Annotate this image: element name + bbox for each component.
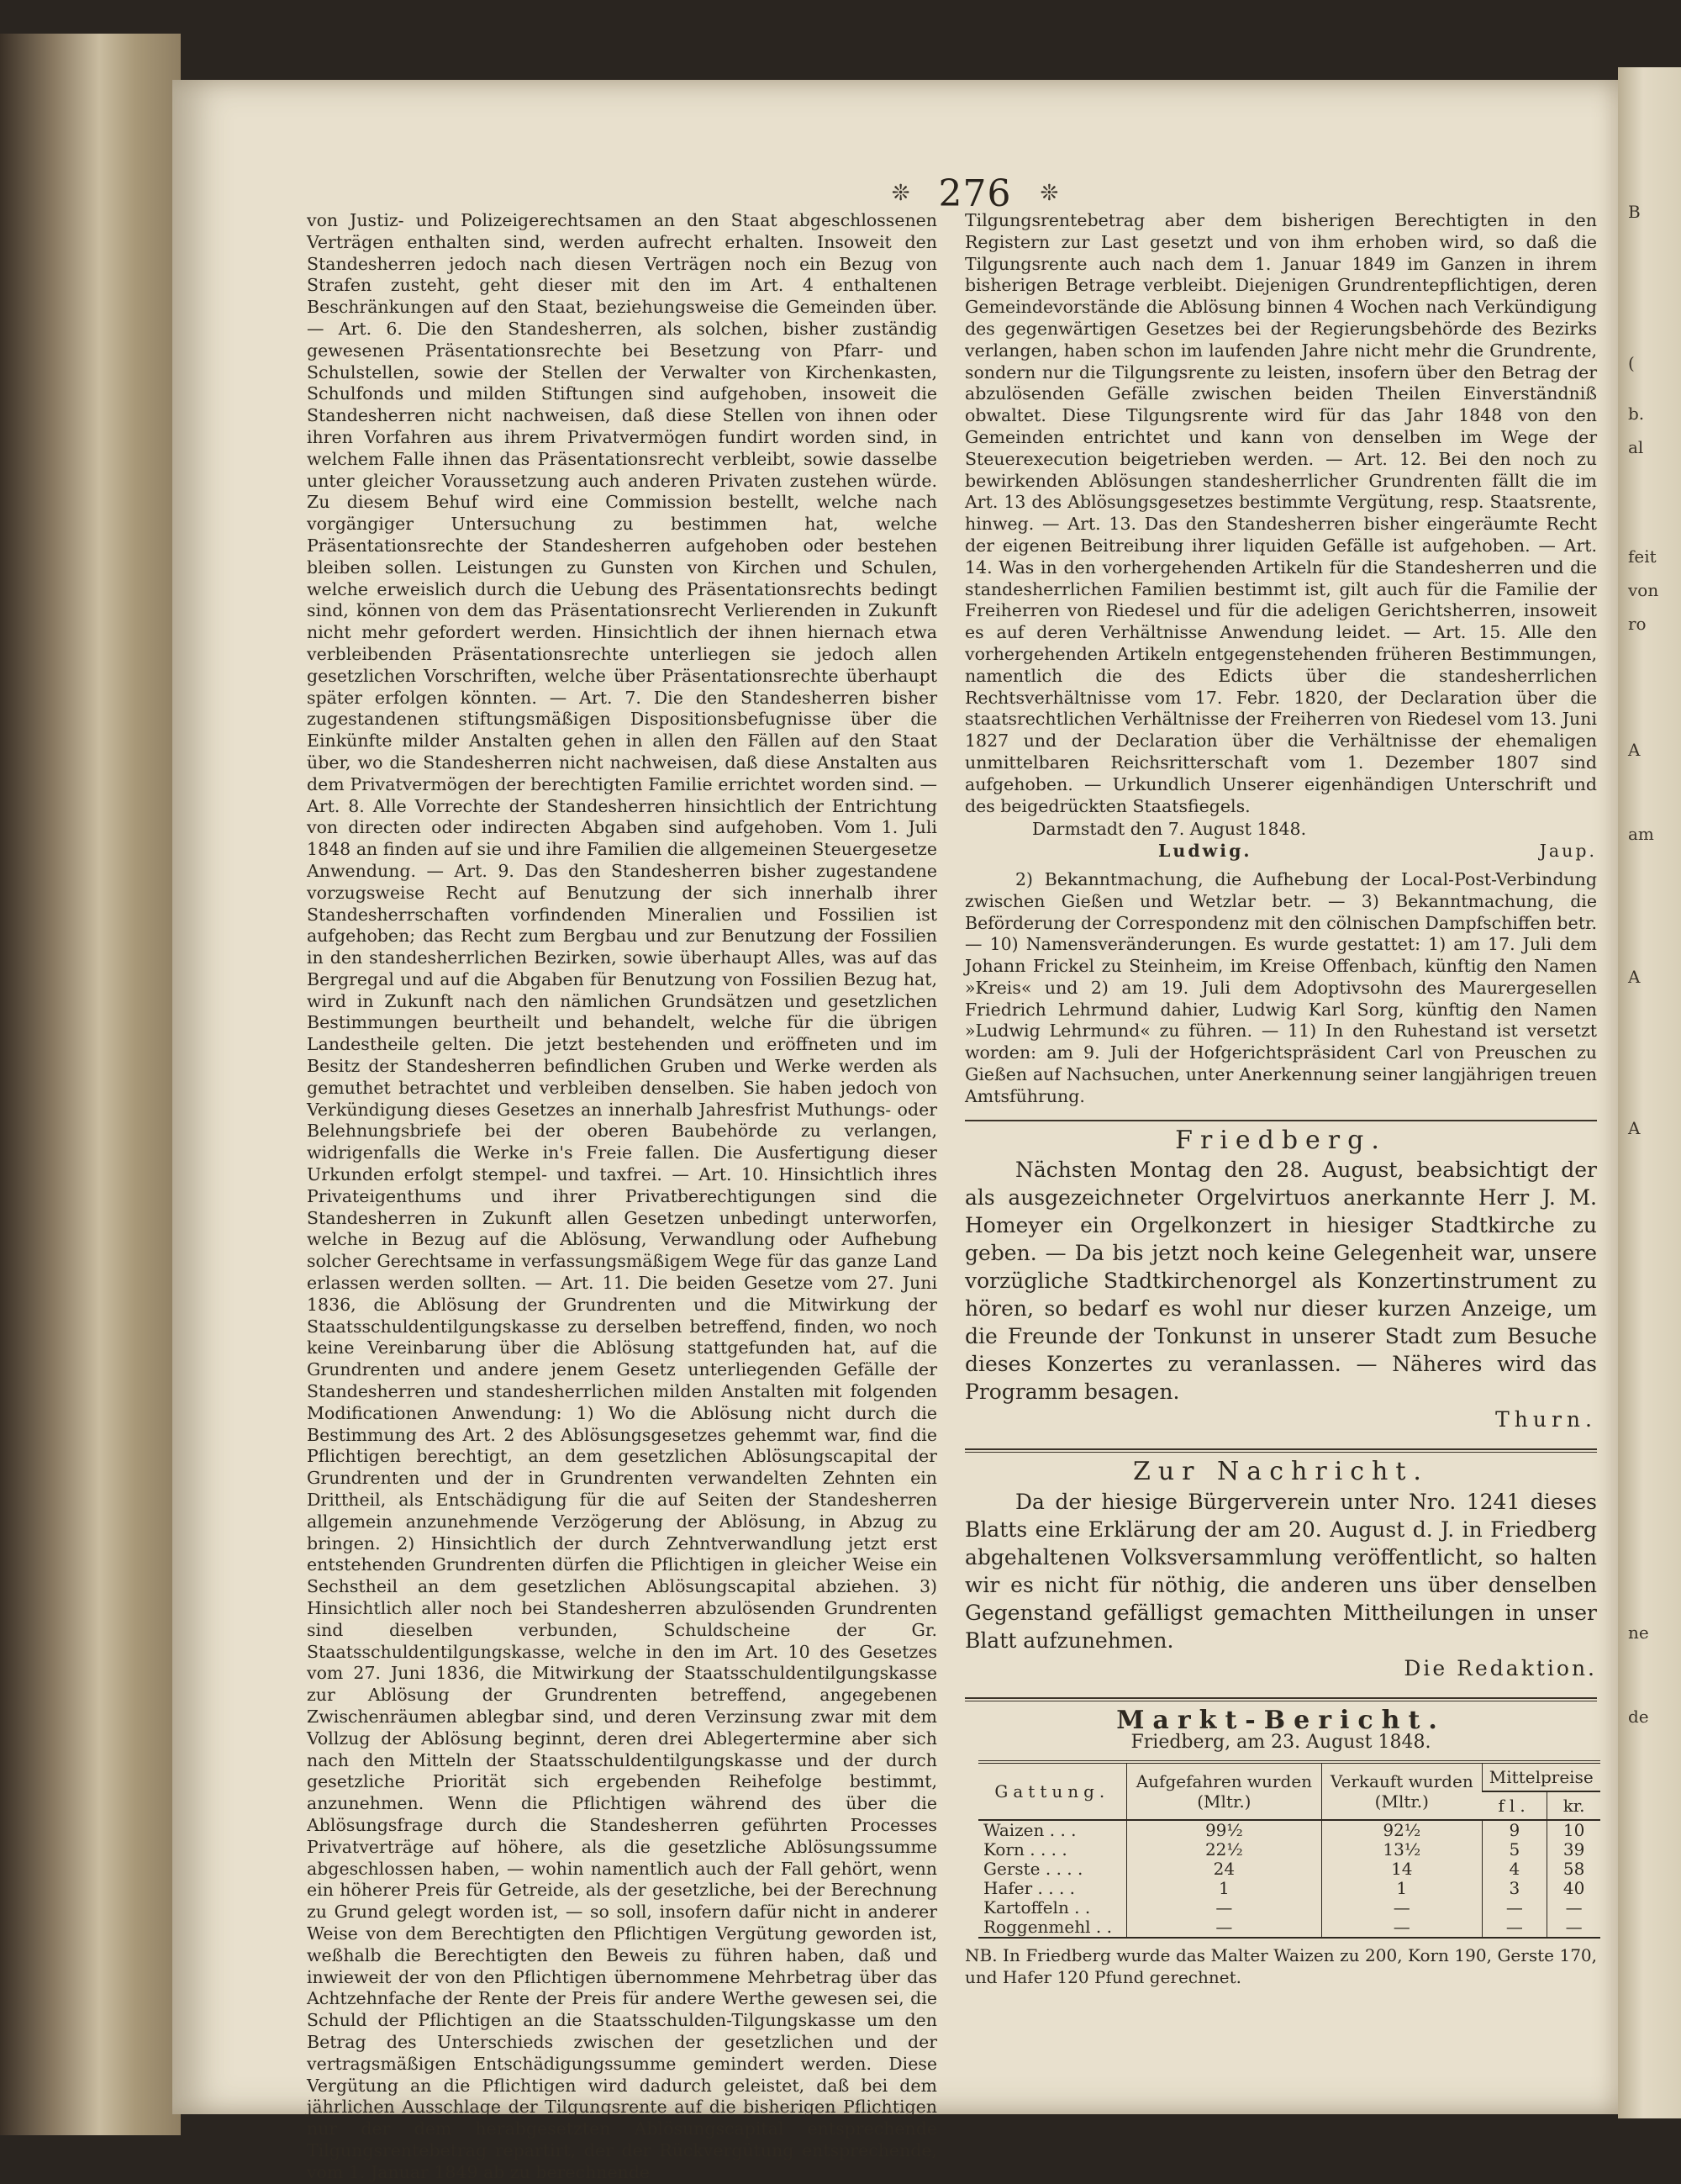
table-row: [978, 1860, 1600, 1879]
ornament-left-icon: ❊: [891, 181, 910, 206]
cell-aufgefahren: —: [1126, 1898, 1321, 1918]
facing-page-fragment: A: [1628, 967, 1641, 987]
cell-fl: 9: [1482, 1820, 1547, 1840]
cell-verkauft: —: [1322, 1918, 1482, 1938]
cell-gattung: Gerste . . . .: [983, 1858, 1083, 1879]
table-row: [978, 1879, 1600, 1898]
facing-page-fragment: al: [1628, 437, 1644, 457]
announcements: 2) Bekanntmachung, die Aufhebung der Local-Post-Verbindung zwischen Gießen und Wetzlar betr. — 3) Bekanntmachung, die Beförderung der Correspondenz mit den cölnischen Dampfschiffen betr. — 10) Namensveränderungen. Es wurde gestattet: 1) am 17. Juli dem Johann Frickel zu Steinheim, im Kreise Offenbach, künftig den Namen »Kreis« und 2) am 19. Juli dem Adoptivsohn des Maurergesellen Friedrich Lehrmund dahier, Ludwig Karl Sorg, künftig den Namen »Ludwig Lehrmund« zu führen. — 11) In den Ruhestand ist versetzt worden: am 9. Juli der Hofgerichtspräsident Carl von Preuschen zu Gießen auf Nachsuchen, unter Anerkennung seiner langjährigen treuen Amtsführung.: [965, 868, 1597, 1106]
cell-verkauft: 13½: [1322, 1840, 1482, 1860]
nachricht-heading: Zur Nachricht.: [1133, 1457, 1429, 1487]
col-header-aufgefahren: [1126, 1762, 1321, 1820]
signature-row: [965, 841, 1597, 863]
cell-kr: 58: [1547, 1860, 1600, 1879]
divider-double: [965, 1697, 1597, 1701]
nachricht-text: Da der hiesige Bürgerverein unter Nro. 1241 dieses Blatts eine Erklärung der am 20. August d. J. in Friedberg abgehaltenen Volksversammlung veröffentlicht, so halten wir es nicht für nöthig, die anderen uns über denselben Gegenstand gefälligst gemachten Mittheilungen in unser Blatt aufzunehmen.: [965, 1490, 1597, 1654]
market-table: [978, 1760, 1600, 1939]
nachricht-signature: Die Redaktion.: [1404, 1656, 1597, 1681]
aufgefahren-label: Aufgefahren wurden: [1136, 1770, 1313, 1791]
facing-page-fragment: ne: [1628, 1622, 1649, 1643]
left-column: [307, 210, 937, 2184]
page-number: 276: [938, 171, 1012, 215]
signature-minister: Jaup.: [1539, 841, 1597, 862]
cell-fl: 3: [1482, 1879, 1547, 1898]
cell-aufgefahren: 24: [1126, 1860, 1321, 1879]
cell-kr: 39: [1547, 1840, 1600, 1860]
cell-aufgefahren: 1: [1126, 1879, 1321, 1898]
ornament-right-icon: ❊: [1040, 181, 1059, 206]
cell-aufgefahren: —: [1126, 1918, 1321, 1938]
cell-gattung: Hafer . . . .: [983, 1877, 1076, 1898]
market-note: NB. In Friedberg wurde das Malter Waizen zu 200, Korn 190, Gerste 170, und Hafer 120 Pfund gerechnet.: [965, 1944, 1597, 1987]
facing-page-fragment: feit: [1628, 546, 1657, 567]
place-date: Darmstadt den 7. August 1848.: [1032, 819, 1307, 840]
friedberg-signature: Thurn.: [1495, 1407, 1597, 1432]
cell-aufgefahren: 99½: [1126, 1820, 1321, 1840]
facing-page-fragment: ro: [1628, 614, 1647, 634]
facing-page-fragment: am: [1628, 824, 1654, 844]
facing-page-fragment: b.: [1628, 404, 1645, 424]
cell-fl: 5: [1482, 1840, 1547, 1860]
col-header-gattung: Gattung.: [978, 1762, 1126, 1820]
facing-page-edge: [1618, 67, 1681, 2118]
cell-aufgefahren: 22½: [1126, 1840, 1321, 1860]
cell-kr: 40: [1547, 1879, 1600, 1898]
table-row: [978, 1820, 1600, 1840]
table-row: [978, 1918, 1600, 1938]
market-subtitle: Friedberg, am 23. August 1848.: [1130, 1732, 1431, 1754]
verkauft-label: Verkauft wurden: [1330, 1770, 1473, 1791]
divider-double: [965, 1448, 1597, 1453]
friedberg-text: Nächsten Montag den 28. August, beabsichtigt der als ausgezeichneter Orgelvirtuos anerkannte Herr J. M. Homeyer ein Orgelkonzert in hiesiger Stadtkirche zu geben. — Da bis jetzt noch keine Gelegenheit war, unsere vorzügliche Stadtkirchenorgel als Konzertinstrument zu hören, so bedarf es wohl nur dieser kurzen Anzeige, um die Freunde der Tonkunst in unserer Stadt zum Besuche dieses Konzertes zu veranlassen. — Näheres wird das Programm besagen.: [965, 1158, 1597, 1405]
cell-verkauft: —: [1322, 1898, 1482, 1918]
col-header-verkauft: [1322, 1762, 1482, 1820]
facing-page-fragment: A: [1628, 740, 1641, 760]
verkauft-unit: (Mltr.): [1374, 1791, 1429, 1812]
cell-fl: —: [1482, 1918, 1547, 1938]
col-header-kr: kr.: [1547, 1791, 1600, 1820]
cell-verkauft: 92½: [1322, 1820, 1482, 1840]
table-row: [978, 1898, 1600, 1918]
cell-gattung: Korn . . . .: [983, 1838, 1067, 1860]
cell-gattung: Waizen . . .: [983, 1819, 1077, 1840]
right-column: [965, 210, 1597, 1988]
cell-verkauft: 14: [1322, 1860, 1482, 1879]
table-row: [978, 1840, 1600, 1860]
facing-page-fragment: B: [1628, 202, 1641, 222]
aufgefahren-unit: (Mltr.): [1197, 1791, 1252, 1812]
friedberg-heading: Friedberg.: [1175, 1125, 1387, 1155]
market-heading: Markt-Bericht.: [1116, 1706, 1446, 1736]
col-header-fl: fl.: [1482, 1791, 1547, 1820]
cell-kr: —: [1547, 1918, 1600, 1938]
facing-page-fragment: de: [1628, 1707, 1649, 1727]
law-text-left: von Justiz- und Polizeigerechtsamen an den Staat abgeschlossenen Verträgen enthalten sind, werden aufrecht erhalten. Insoweit den Standesherren jedoch nach diesen Verträgen noch ein Bezug von Strafen zusteht, geht dieser mit den im Art. 4 enthaltenen Beschränkungen auf den Staat, beziehungsweise die Gemeinden über. — Art. 6. Die den Standesherren, als solchen, bisher zuständig gewesenen Präsentationsrechte bei Besetzung von Pfarr- und Schulstellen, sowie der Stellen der Verwalter von Kirchenkasten, Schulfonds und milden Stiftungen sind aufgehoben, insoweit die Standesherren nicht nachweisen, daß diese Stellen von ihnen oder ihren Vorfahren aus ihrem Privatvermögen fundirt worden sind, in welchem Falle ihnen das Präsentationsrecht verbleibt, sowie dasselbe unter gleicher Voraussetzung auch anderen Privaten zustehen würde. Zu diesem Behuf wird eine Commission bestellt, welche nach vorgängiger Untersuchung zu bestimmen hat, welche Präsentationsrechte der Standesherren aufgehoben oder bestehen bleiben sollen. Leistungen zu Gunsten von Kirchen und Schulen, welche erweislich durch die Uebung des Präsentationsrechts bedingt sind, können von dem das Präsentationsrecht Verlierenden in Zukunft nicht mehr gefordert werden. Hinsichtlich der ihnen hiernach etwa verbleibenden Präsentationsrechte unterliegen sie jedoch allen gesetzlichen Vorschriften, welche über Präsentationsrechte überhaupt später erfolgen könnten. — Art. 7. Die den Standesherren bisher zugestandenen stiftungsmäßigen Dispositionsbefugnisse über die Einkünfte milder Anstalten gehen in allen den Fällen auf den Staat über, wo die Standesherren nicht nachweisen, daß diese Anstalten aus dem Privatvermögen der berechtigten Familie errichtet worden sind. — Art. 8. Alle Vorrechte der Standesherren hinsichtlich der Entrichtung von directen oder indirecten Abgaben sind aufgehoben. Vom 1. Juli 1848 an finden auf sie und ihre Familien die allgemeinen Steuergesetze Anwendung. — Art. 9. Das den Standesherren bisher zugestandene vorzugsweise Recht auf Benutzung der sich innerhalb ihrer Standesherrschaften vorfindenden Mineralien und Fossilien ist aufgehoben; das Recht zum Bergbau und zur Benutzung der Fossilien in den standesherrlichen Bezirken, sowie überhaupt Alles, was auf das Bergregal und auf die Abgaben für Benutzung von Fossilien Bezug hat, wird in Zukunft nach den nämlichen Grundsätzen und gesetzlichen Bestimmungen beurtheilt und behandelt, welche für die übrigen Landestheile gelten. Die jetzt bestehenden und eröffneten und im Besitz der Standesherren befindlichen Gruben und Werke werden als gemuthet betrachtet und verbleiben denselben. Sie haben jedoch von Verkündigung dieses Gesetzes an innerhalb Jahresfrist Muthungs- oder Belehnungsbriefe bei der oberen Baubehörde zu verlangen, widrigenfalls die Werke in's Freie fallen. Die Ausfertigung dieser Urkunden erfolgt stempel- und taxfrei. — Art. 10. Hinsichtlich ihres Privateigenthums und ihrer Privatberechtigungen sind die Standesherren in Zukunft allen Gesetzen unbedingt unterworfen, welche in Bezug auf die Ablösung, Verwandlung oder Aufhebung solcher Gerechtsame in verfassungsmäßigem Wege für das ganze Land erlassen werden sollten. — Art. 11. Die beiden Gesetze vom 27. Juni 1836, die Ablösung der Grundrenten und die Mitwirkung der Staatsschuldentilgungskasse zu derselben betreffend, finden, wo noch keine Vereinbarung über die Ablösung stattgefunden hat, auf die Grundrenten und andere jenem Gesetz unterliegenden Gefälle der Standesherren und standesherrlichen milden Anstalten mit folgenden Modificationen Anwendung: 1) Wo die Ablösung nicht durch die Bestimmung des Art. 2 des Ablösungsgesetzes gehemmt war, find die Pflichtigen berechtigt, an dem gesetzlichen Ablösungscapital der Grundrenten und der in Grundrenten verwandelten Zehnten ein Drittheil, als Entschädigung für die auf Seiten der Standesherren allgemein anzunehmende Verzögerung der Ablösung, in Abzug zu bringen. 2) Hinsichtlich der durch Zehntverwandlung jetzt erst entstehenden Grundrenten dürfen die Pflichtigen in gleicher Weise ein Sechstheil an dem gesetzlichen Ablösungscapital abziehen. 3) Hinsichtlich aller noch bei Standesherren abzulösenden Grundrenten sind dieselben verbunden, Schuldscheine der Gr. Staatsschuldentilgungskasse, welche in den im Art. 10 des Gesetzes vom 27. Juni 1836, die Mitwirkung der Staatsschuldentilgungskasse zur Ablösung der Grundrenten betreffend, angegebenen Zwischenräumen ablegbar sind, und deren Verzinsung zwar mit dem Vollzug der Ablösung beginnt, deren drei Ablegertermine aber sich nach den Mitteln der Staatsschuldentilgungskasse und der durch gesetzliche Priorität sich ergebenden Reihefolge bestimmt, anzunehmen. Wenn die Pflichtigen während des über die Ablösungsfrage durch die Standesherren geführten Processes Privatverträge auf höhere, als die gesetzliche Ablösungssumme abgeschlossen haben, — wohin namentlich auch der Fall gehört, wenn ein höherer Preis für Getreide, als der gesetzliche, bei der Berechnung zu Grund gelegt worden ist, — so soll, insofern dafür nicht in anderer Weise von dem Berechtigten den Pflichtigen Vergütung geworden ist, weßhalb die Berechtigten den Beweis zu führen haben, daß und inwieweit der von den Pflichtigen übernommene Mehrbetrag über das Achtzehnfache der Rente der Preis für andere Werthe gewesen sei, die Schuld der Pflichtigen an die Staatsschulden-Tilgungskasse um den Betrag des Unterschieds zwischen der gesetzlichen und der vertragsmäßigen Entschädigungssumme gemindert werden. Diese Vergütung an die Pflichtigen wird dadurch geleistet, daß bei dem jährlichen Ausschlage der Tilgungsrente auf die bisherigen Pflichtigen nur der dem herabgesetzten Ablösungscapital entsprechende Tilgungsrentebetrag repartirt, der der Rückvergütung entsprechende, vom 1. Januar 1849 ab zu berechnende: [307, 210, 937, 2182]
facing-page-fragment: von: [1628, 580, 1659, 600]
facing-page-fragment: (: [1628, 353, 1635, 373]
cell-kr: 10: [1547, 1820, 1600, 1840]
cell-fl: 4: [1482, 1860, 1547, 1879]
cell-gattung: Roggenmehl . .: [978, 1918, 1126, 1938]
cell-kr: —: [1547, 1898, 1600, 1918]
cell-gattung: Kartoffeln . .: [983, 1896, 1091, 1918]
cell-fl: —: [1482, 1898, 1547, 1918]
book-spine-edge: [0, 34, 181, 2135]
law-text-right: Tilgungsrentebetrag aber dem bisherigen Berechtigten in den Registern zur Last gesetzt und von ihm erhoben wird, so daß die Tilgungsrente auch nach dem 1. Januar 1849 im Ganzen in ihrem bisherigen Betrage verbleibt. Diejenigen Grundrentepflichtigen, deren Gemeindevorstände die Ablösung binnen 4 Wochen nach Verkündigung des gegenwärtigen Gesetzes bei der Regierungsbehörde des Bezirks verlangen, haben schon im laufenden Jahre nicht mehr die Grundrente, sondern nur die Tilgungsrente zu leisten, insofern über den Betrag der abzulösenden Gefälle zwischen beiden Theilen Einverständniß obwaltet. Diese Tilgungsrente wird für das Jahr 1848 von den Gemeinden entrichtet und kann von denselben im Wege der Steuerexecution beigetrieben werden. — Art. 12. Bei den noch zu bewirkenden Ablösungen standesherrlicher Grundrenten fällt die im Art. 13 des Ablösungsgesetzes bestimmte Vergütung, resp. Staatsrente, hinweg. — Art. 13. Das den Standesherren bisher eingeräumte Recht der eigenen Beitreibung ihrer liquiden Gefälle ist aufgehoben. — Art. 14. Was in den vorhergehenden Artikeln für die Standesherren und die standesherrlichen Familien bestimmt ist, gilt auch für die Familie der Freiherren von Riedesel und für die adeligen Gerichtsherren, insoweit es auf deren Verhältnisse Anwendung leidet. — Art. 15. Alle den vorhergehenden Artikeln entgegenstehenden früheren Bestimmungen, namentlich die des Edicts über die standesherrlichen Rechtsverhältnisse vom 17. Febr. 1820, der Declaration über die staatsrechtlichen Verhältnisse der Freiherren von Riedesel vom 13. Juni 1827 und der Declaration über die Verhältnisse der ehemaligen unmittelbaren Reichsritterschaft vom 1. Dezember 1807 sind aufgehoben. — Urkundlich Unserer eigenhändigen Unterschrift und des beigedrückten Staatsfiegels.: [965, 210, 1597, 816]
facing-page-fragment: A: [1628, 1118, 1641, 1138]
signature-king: Ludwig.: [1158, 841, 1252, 862]
col-header-mittelpreise: Mittelpreise: [1482, 1762, 1600, 1791]
cell-verkauft: 1: [1322, 1879, 1482, 1898]
divider: [965, 1120, 1597, 1121]
